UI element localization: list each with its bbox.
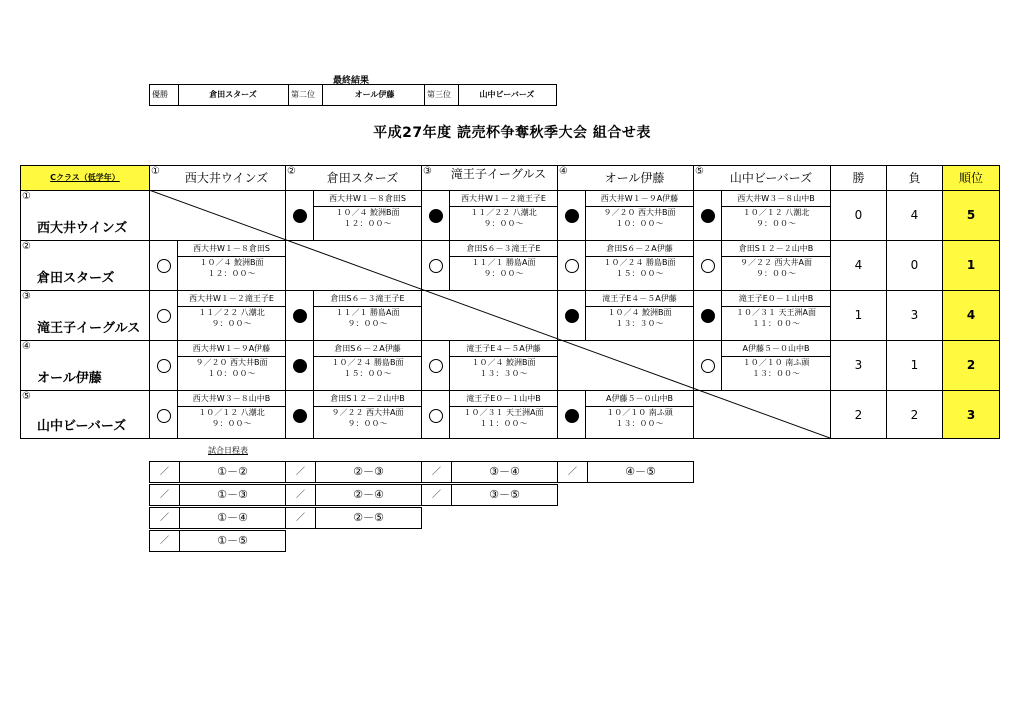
match-time: １２：００～ <box>207 269 256 278</box>
second-place-label: 第二位 <box>289 85 323 105</box>
schedule-check-slash: ／ <box>150 531 180 551</box>
match-score: 西大井W１－９A伊藤 <box>586 193 693 207</box>
rank-value: 4 <box>942 290 1000 341</box>
rank-value: 5 <box>942 190 1000 241</box>
match-time: １０：００～ <box>615 219 664 228</box>
schedule-match: ①－⑤ <box>217 534 248 547</box>
second-place-team: オール伊藤 <box>354 90 395 99</box>
row-header-name: 西大井ウインズ <box>37 221 128 236</box>
schedule-title: 試合日程表 <box>208 446 248 455</box>
schedule-match: ④－⑤ <box>625 465 656 478</box>
match-time: １５：００～ <box>615 269 664 278</box>
match-time: ９：００～ <box>756 269 796 278</box>
match-time: １１：００～ <box>752 319 800 328</box>
diagonal-line <box>149 190 830 438</box>
match-score: A伊藤５－０山中B <box>722 343 830 357</box>
col-header-name: 倉田スターズ <box>326 171 399 185</box>
schedule-check-slash: ／ <box>286 508 316 528</box>
losses-value: 4 <box>886 190 943 241</box>
match-time: １５：００～ <box>343 369 392 378</box>
col-header-number: ③ <box>423 166 432 177</box>
match-venue: １１／１ 勝島A面 <box>335 308 400 317</box>
wins-value: 2 <box>830 390 887 439</box>
schedule-match: ①－② <box>217 465 248 478</box>
match-time: １０：００～ <box>207 369 256 378</box>
match-score: 滝王子E０－１山中B <box>722 293 830 307</box>
col-header-name: オール伊藤 <box>604 171 665 185</box>
match-score: 倉田S６－２A伊藤 <box>314 343 421 357</box>
schedule-check-slash: ／ <box>150 485 180 505</box>
first-place-label: 優勝 <box>150 85 179 105</box>
col-header-number: ① <box>151 166 160 177</box>
match-score: 西大井W３－８山中B <box>722 193 830 207</box>
col-header-name: 滝王子イーグルス <box>450 167 547 181</box>
match-venue: １０／１０ 南ふ頭 <box>606 408 673 417</box>
match-score: 倉田S６－３滝王子E <box>314 293 421 307</box>
match-venue: １０／１２ 八潮北 <box>198 408 265 417</box>
final-results-table <box>149 84 557 106</box>
match-venue: １０／４ 鮫洲B面 <box>199 258 264 267</box>
match-score: 倉田S６－２A伊藤 <box>586 243 693 257</box>
class-label-cell: Cクラス（低学年） <box>20 165 150 191</box>
match-venue: ９／２２ 西大井A面 <box>739 258 812 267</box>
match-time: ９：００～ <box>483 269 524 278</box>
row-header-name: 山中ビーバーズ <box>37 419 127 434</box>
match-time: １３：００～ <box>615 419 664 428</box>
match-venue: １１／１ 勝島A面 <box>471 258 536 267</box>
col-header-team <box>149 165 286 191</box>
col-header-number: ⑤ <box>695 166 704 177</box>
match-score: 倉田S１２－２山中B <box>314 393 421 407</box>
match-venue: １０／４ 鮫洲B面 <box>607 308 672 317</box>
wins-header: 勝 <box>830 165 887 191</box>
schedule-check-slash: ／ <box>422 462 452 482</box>
rank-value: 1 <box>942 240 1000 291</box>
row-header-team <box>20 240 150 291</box>
col-header-name: 山中ビーバーズ <box>729 171 813 185</box>
col-header-team <box>285 165 422 191</box>
schedule-entry <box>149 507 286 529</box>
match-score: 滝王子E４－５A伊藤 <box>450 343 557 357</box>
match-venue: １１／２２ 八潮北 <box>198 308 265 317</box>
schedule-check-slash: ／ <box>286 462 316 482</box>
match-score: 西大井W１－８倉田S <box>178 243 285 257</box>
losses-value: 0 <box>886 240 943 291</box>
rank-header: 順位 <box>942 165 1000 191</box>
col-header-number: ④ <box>559 166 568 177</box>
row-header-team <box>20 390 150 439</box>
match-venue: １１／２２ 八潮北 <box>470 208 537 217</box>
final-results-title: 最終結果 <box>333 76 370 86</box>
match-score: 西大井W１－８倉田S <box>314 193 421 207</box>
third-place-label: 第三位 <box>425 85 459 105</box>
losses-header: 負 <box>886 165 943 191</box>
schedule-match: ②－⑤ <box>353 511 384 524</box>
wins-value: 1 <box>830 290 887 341</box>
schedule-match: ②－④ <box>353 488 384 501</box>
row-header-name: オール伊藤 <box>37 371 102 386</box>
row-header-number: ④ <box>22 341 31 352</box>
schedule-entry <box>557 461 694 483</box>
schedule-check-slash: ／ <box>286 485 316 505</box>
schedule-match: ③－④ <box>489 465 520 478</box>
match-score: 倉田S６－３滝王子E <box>450 243 557 257</box>
row-header-team <box>20 290 150 341</box>
rank-value: 2 <box>942 340 1000 391</box>
row-header-number: ① <box>22 191 31 202</box>
third-place-team: 山中ビーバーズ <box>479 90 535 99</box>
schedule-check-slash: ／ <box>558 462 588 482</box>
match-time: ９：００～ <box>347 319 388 328</box>
match-time: １３：００～ <box>752 369 800 378</box>
schedule-entry <box>149 461 286 483</box>
match-venue: １０／２４ 勝島B面 <box>603 258 676 267</box>
schedule-check-slash: ／ <box>422 485 452 505</box>
wins-value: 3 <box>830 340 887 391</box>
schedule-entry <box>285 461 422 483</box>
match-score: 西大井W１－２滝王子E <box>450 193 557 207</box>
match-time: ９：００～ <box>211 419 252 428</box>
match-time: １３：３０～ <box>615 319 664 328</box>
schedule-entry <box>421 461 558 483</box>
match-venue: ９／２２ 西大井A面 <box>331 408 404 417</box>
match-time: １１：００～ <box>479 419 528 428</box>
rank-value: 3 <box>942 390 1000 439</box>
match-time: ９：００～ <box>211 319 252 328</box>
row-header-number: ② <box>22 241 31 252</box>
match-venue: １０／４ 鮫洲B面 <box>335 208 400 217</box>
schedule-entry <box>149 484 286 506</box>
col-header-number: ② <box>287 166 296 177</box>
wins-value: 0 <box>830 190 887 241</box>
match-venue: １０／３１ 天王洲A面 <box>463 408 544 417</box>
col-header-team <box>421 165 558 191</box>
col-header-team <box>557 165 694 191</box>
schedule-entry <box>285 484 422 506</box>
match-time: ９：００～ <box>756 219 796 228</box>
match-time: １３：３０～ <box>479 369 528 378</box>
match-score: 倉田S１２－２山中B <box>722 243 830 257</box>
match-score: A伊藤５－０山中B <box>586 393 693 407</box>
row-header-number: ⑤ <box>22 391 31 402</box>
col-header-name: 西大井ウインズ <box>184 171 269 185</box>
row-header-team <box>20 340 150 391</box>
schedule-entry <box>285 507 422 529</box>
schedule-check-slash: ／ <box>150 508 180 528</box>
page-title: 平成27年度 読売杯争奪秋季大会 組合せ表 <box>373 125 651 141</box>
match-venue: １０／１２ 八潮北 <box>742 208 810 217</box>
match-venue: １０／３１ 天王洲A面 <box>735 308 816 317</box>
row-header-name: 滝王子イーグルス <box>37 321 141 336</box>
match-venue: ９／２０ 西大井B面 <box>603 208 676 217</box>
match-score: 西大井W１－２滝王子E <box>178 293 285 307</box>
col-header-team <box>693 165 831 191</box>
match-venue: ９／２０ 西大井B面 <box>195 358 268 367</box>
match-score: 滝王子E４－５A伊藤 <box>586 293 693 307</box>
schedule-match: ①－③ <box>217 488 248 501</box>
match-score: 西大井W３－８山中B <box>178 393 285 407</box>
match-venue: １０／１０ 南ふ頭 <box>742 358 810 367</box>
match-score: 西大井W１－９A伊藤 <box>178 343 285 357</box>
row-header-name: 倉田スターズ <box>37 271 115 286</box>
match-venue: １０／２４ 勝島B面 <box>331 358 404 367</box>
losses-value: 1 <box>886 340 943 391</box>
first-place-team: 倉田スターズ <box>209 90 257 99</box>
match-time: １２：００～ <box>343 219 392 228</box>
losses-value: 3 <box>886 290 943 341</box>
schedule-match: ②－③ <box>353 465 384 478</box>
match-time: ９：００～ <box>347 419 388 428</box>
schedule-match: ①－④ <box>217 511 248 524</box>
row-header-team <box>20 190 150 241</box>
schedule-check-slash: ／ <box>150 462 180 482</box>
match-time: ９：００～ <box>483 219 524 228</box>
row-header-number: ③ <box>22 291 31 302</box>
schedule-entry <box>421 484 558 506</box>
losses-value: 2 <box>886 390 943 439</box>
schedule-match: ③－⑤ <box>489 488 520 501</box>
wins-value: 4 <box>830 240 887 291</box>
schedule-entry <box>149 530 286 552</box>
match-venue: １０／４ 鮫洲B面 <box>471 358 536 367</box>
match-score: 滝王子E０－１山中B <box>450 393 557 407</box>
